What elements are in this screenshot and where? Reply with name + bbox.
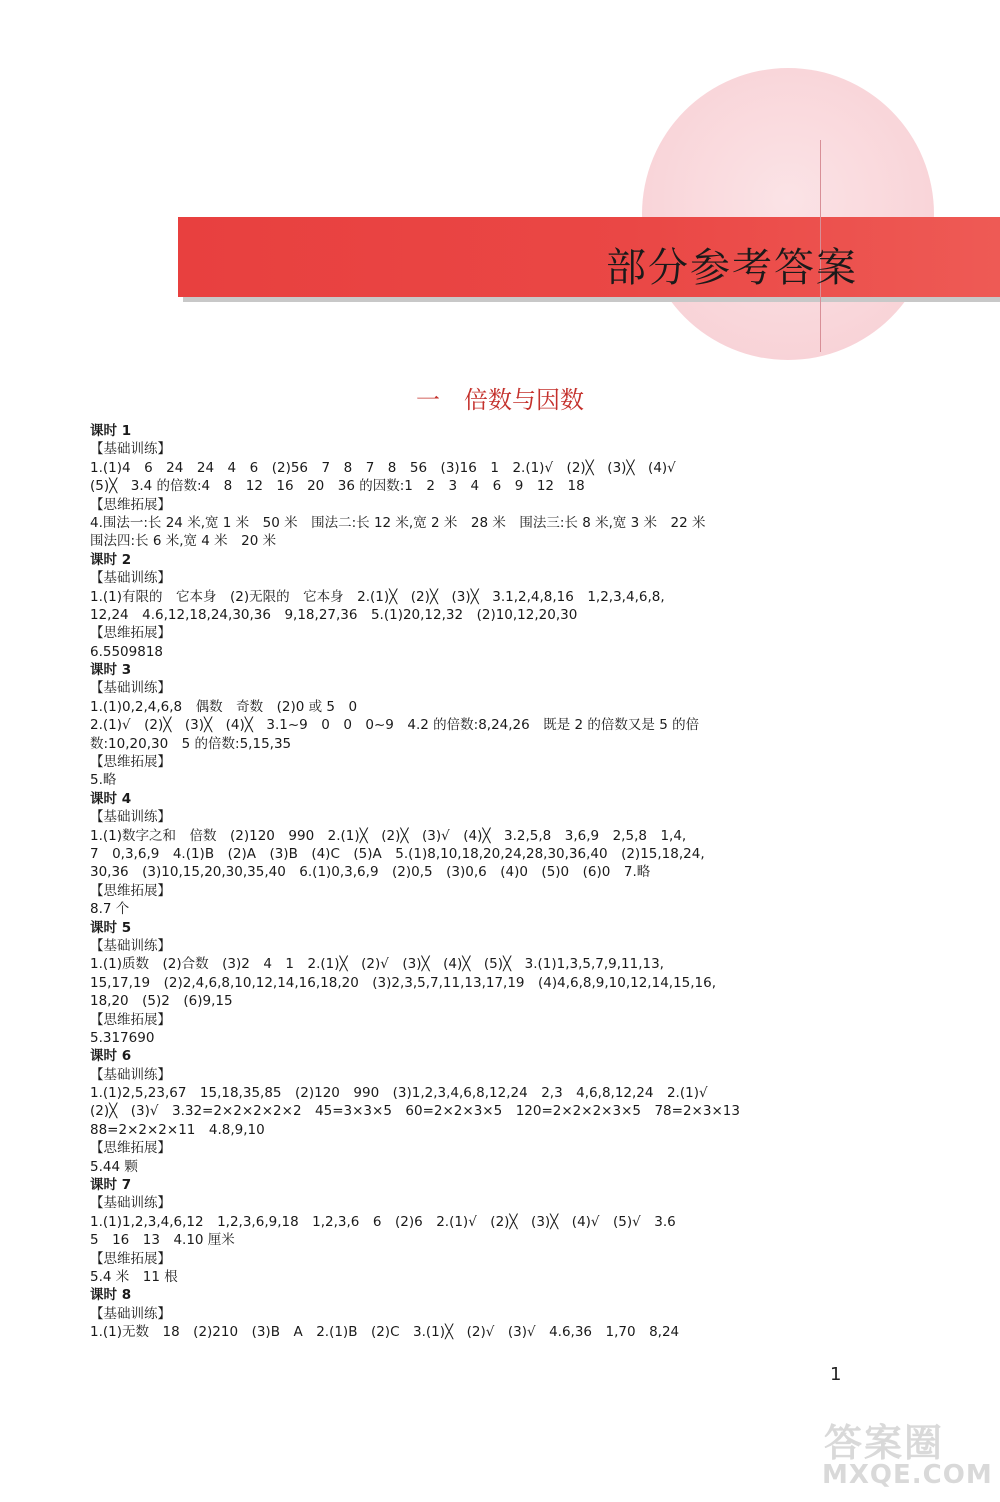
- section-heading: 【思维拓展】: [90, 1250, 171, 1267]
- answer-line: 1.(1)4 6 24 24 4 6 (2)56 7 8 7 8 56 (3)16 1 2.(1)√ (2)╳ (3)╳ (4)√: [90, 459, 676, 476]
- answer-line: 18,20 (5)2 (6)9,15: [90, 993, 233, 1010]
- lesson-heading: 课时 4: [90, 790, 132, 807]
- section-heading: 【基础训练】: [90, 809, 171, 826]
- section-heading: 【基础训练】: [90, 1066, 171, 1083]
- answer-line: 1.(1)0,2,4,6,8 偶数 奇数 (2)0 或 5 0: [90, 698, 358, 715]
- answer-line: 5.略: [90, 772, 117, 789]
- lesson-heading: 课时 7: [90, 1177, 132, 1194]
- lesson-heading: 课时 3: [90, 662, 132, 679]
- answer-line: 围法四:长 6 米,宽 4 米 20 米: [90, 533, 277, 550]
- page-number: 1: [830, 1364, 842, 1385]
- lesson-heading: 课时 1: [90, 423, 132, 439]
- answer-line: 1.(1)数字之和 倍数 (2)120 990 2.(1)╳ (2)╳ (3)√ (4)╳ 3.2,5,8 3,6,9 2,5,8 1,4,: [90, 827, 687, 844]
- chapter-title: 一 倍数与因数: [416, 386, 584, 414]
- watermark-text: 答案圈: [824, 1421, 945, 1465]
- answer-line: 8.7 个: [90, 901, 130, 918]
- answer-line: 数:10,20,30 5 的倍数:5,15,35: [90, 735, 292, 752]
- answer-line: 88=2×2×2×11 4.8,9,10: [90, 1121, 265, 1138]
- answer-line: 12,24 4.6,12,18,24,30,36 9,18,27,36 5.(1)20,12,32 (2)10,12,20,30: [90, 606, 578, 623]
- answer-line: 5.4 米 11 根: [90, 1268, 178, 1285]
- answer-line: 1.(1)有限的 它本身 (2)无限的 它本身 2.(1)╳ (2)╳ (3)╳ 3.1,2,4,8,16 1,2,3,4,6,8,: [90, 588, 665, 605]
- section-heading: 【基础训练】: [90, 441, 171, 458]
- lesson-heading: 课时 8: [90, 1287, 132, 1304]
- section-heading: 【思维拓展】: [90, 625, 171, 642]
- answer-line: (2)╳ (3)√ 3.32=2×2×2×2×2 45=3×3×5 60=2×2×3×5 120=2×2×2×3×5 78=2×3×13: [90, 1103, 740, 1120]
- watermark-url: MXQE.COM: [822, 1460, 993, 1490]
- answer-line: 5.44 颗: [90, 1158, 138, 1175]
- section-heading: 【基础训练】: [90, 1305, 171, 1322]
- section-heading: 【基础训练】: [90, 680, 171, 697]
- answer-line: 4.围法一:长 24 米,宽 1 米 50 米 围法二:长 12 米,宽 2 米 28 米 围法三:长 8 米,宽 3 米 22 米: [90, 514, 706, 531]
- answer-line: 1.(1)质数 (2)合数 (3)2 4 1 2.(1)╳ (2)√ (3)╳ (4)╳ (5)╳ 3.(1)1,3,5,7,9,11,13,: [90, 956, 664, 973]
- answer-line: (5)╳ 3.4 的倍数:4 8 12 16 20 36 的因数:1 2 3 4 6 9 12 18: [90, 478, 585, 495]
- section-heading: 【思维拓展】: [90, 1140, 171, 1157]
- lesson-heading: 课时 6: [90, 1048, 132, 1065]
- banner-title: 部分参考答案: [606, 245, 858, 291]
- answer-line: 5.317690: [90, 1029, 155, 1046]
- lesson-heading: 课时 5: [90, 919, 132, 936]
- title-banner: [178, 217, 1000, 297]
- section-heading: 【思维拓展】: [90, 496, 171, 513]
- decorative-circle: [642, 68, 934, 360]
- section-heading: 【基础训练】: [90, 1195, 171, 1212]
- answer-line: 6.5509818: [90, 643, 164, 660]
- section-heading: 【思维拓展】: [90, 882, 171, 899]
- section-heading: 【思维拓展】: [90, 754, 171, 771]
- answer-line: 1.(1)1,2,3,4,6,12 1,2,3,6,9,18 1,2,3,6 6 (2)6 2.(1)√ (2)╳ (3)╳ (4)√ (5)√ 3.6: [90, 1213, 676, 1230]
- lesson-heading: 课时 2: [90, 551, 132, 568]
- watermark-logo: [818, 1412, 994, 1492]
- section-heading: 【基础训练】: [90, 570, 171, 587]
- answer-line: 5 16 13 4.10 厘米: [90, 1232, 235, 1249]
- answer-line: 2.(1)√ (2)╳ (3)╳ (4)╳ 3.1~9 0 0 0~9 4.2 的倍数:8,24,26 既是 2 的倍数又是 5 的倍: [90, 717, 700, 734]
- answer-line: 1.(1)无数 18 (2)210 (3)B A 2.(1)B (2)C 3.(1)╳ (2)√ (3)√ 4.6,36 1,70 8,24: [90, 1324, 680, 1341]
- answer-line: 7 0,3,6,9 4.(1)B (2)A (3)B (4)C (5)A 5.(1)8,10,18,20,24,28,30,36,40 (2)15,18,24,: [90, 845, 705, 862]
- answer-line: 30,36 (3)10,15,20,30,35,40 6.(1)0,3,6,9 (2)0,5 (3)0,6 (4)0 (5)0 (6)0 7.略: [90, 864, 651, 881]
- answer-line: 1.(1)2,5,23,67 15,18,35,85 (2)120 990 (3)1,2,3,4,6,8,12,24 2,3 4,6,8,12,24 2.(1)√: [90, 1085, 708, 1102]
- section-heading: 【思维拓展】: [90, 1011, 171, 1028]
- answer-line: 15,17,19 (2)2,4,6,8,10,12,14,16,18,20 (3)2,3,5,7,11,13,17,19 (4)4,6,8,9,10,12,14,15,16,: [90, 974, 717, 991]
- answer-content: [90, 422, 865, 1342]
- section-heading: 【基础训练】: [90, 937, 171, 954]
